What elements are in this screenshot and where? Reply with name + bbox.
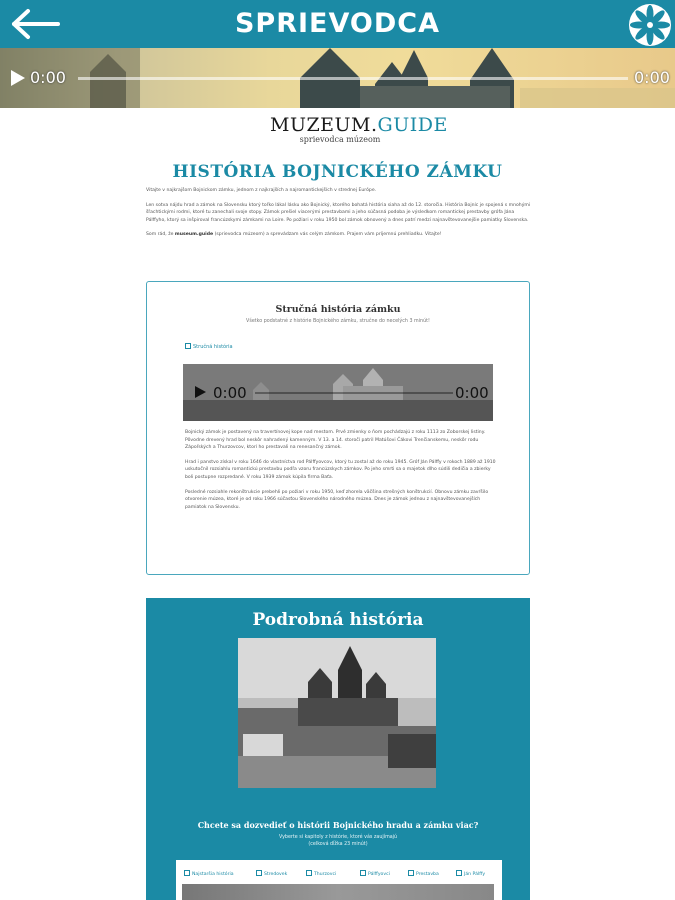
document-icon (256, 870, 262, 876)
logo-word-muzeum: MUZEUM. (270, 114, 378, 136)
more-history-subtitle (146, 834, 530, 848)
intro-brand: museum.guide (174, 232, 214, 238)
play-icon[interactable] (193, 385, 207, 399)
chapter-label: Najstaršia história (192, 872, 234, 877)
video-current-time: 0:00 (213, 384, 247, 402)
short-history-link[interactable] (185, 343, 233, 350)
audio-progress-track[interactable] (78, 77, 628, 80)
intro-text (146, 187, 532, 246)
chapter-item[interactable] (360, 870, 390, 877)
video-progress-track[interactable] (255, 392, 453, 394)
intro-paragraph: Vitajte v najkrajšom Bojnickom zámku, jednom z najkrajších a najromantickejších v strednej Európe. (146, 188, 377, 193)
audio-duration: 0:00 (634, 68, 670, 87)
document-icon (408, 870, 414, 876)
short-history-video[interactable] (183, 364, 493, 421)
historic-castle-image (238, 638, 436, 788)
logo-tagline: sprievodca múzeom (299, 135, 381, 144)
intro-text-part: (sprievodca múzeom) a sprevádzam vás celým zámkom. Prajem vám príjemnú prehliadku. Vitajte! (213, 232, 442, 238)
chapter-item[interactable] (256, 870, 287, 877)
card-subtitle: Všetko podstatné z histórie Bojnického zámku, stručne do necelých 3 minút! (246, 319, 430, 324)
app-bar (0, 0, 675, 48)
hero-audio-player (0, 48, 675, 108)
chapter-item[interactable] (456, 870, 485, 877)
card-title: Stručná história zámku (275, 304, 401, 315)
document-icon (306, 870, 312, 876)
chapter-item[interactable] (306, 870, 336, 877)
video-duration: 0:00 (455, 384, 489, 402)
chapter-list (176, 860, 502, 900)
chapter-label: Prestavba (416, 872, 439, 877)
history-paragraph: Hrad i panstvo získal v roku 1646 do vlastníctva rod Pálffyovcov, ktorý tu zostal až do roku 1945. Gróf Ján Pálffy v rokoch 1889 až 1910 uskutočnil rozsiahlu romantickú prestavbu podľa vzoru francúzskych zámkov. Po jeho smrti sa o majetok dlho súdili dedičia a zbierky boli postupne rozpredané. V roku 1939 zámok kúpila firma Baťa. (185, 459, 496, 480)
chapter-preview-strip (182, 884, 494, 900)
play-icon[interactable] (8, 68, 28, 88)
document-icon (184, 870, 190, 876)
history-paragraph: Posledné rozsiahle rekonštrukcie prebehli po požiari v roku 1950, keď zhorela väčšina strešných konštrukcií. Obnovu zámku zavŕšilo otvorenie múzea, ktoré je od roku 1966 súčasťou Slovenského národného múzea. Dnes je zámok jednou z najnavštevovanejších pamiatok na Slovensku. (185, 489, 489, 510)
subtitle-line: Vyberte si kapitoly z histórie, ktoré vás zaujímajú (278, 835, 398, 840)
chapter-label: Stredovek (264, 872, 288, 877)
hero-banner (0, 48, 675, 108)
more-history-question: Chcete sa dozvedieť o histórii Bojnického hradu a zámku viac? (197, 820, 479, 830)
history-paragraph: Bojnický zámok je postavený na travertínovej kope nad mestom. Prvé zmienky o ňom pochádzajú z roku 1113 zo Zoborskej listiny. Pôvodne drevený hrad bol neskôr nahradený kamenným. V 13. a 14. storočí patril Matúšovi Čákovi Trenčianskemu, neskôr rodu Zápoľských a Thurzovcov, ktorí ho prestavali na renesančný zámok. (185, 430, 486, 451)
short-history-text (185, 429, 497, 518)
chapter-label: Thurzovci (314, 872, 337, 877)
audio-current-time: 0:00 (30, 68, 66, 87)
historic-castle-photo (238, 638, 436, 788)
menu-logo-button[interactable] (627, 2, 673, 48)
short-history-card (146, 281, 530, 575)
logo-word-guide: GUIDE (377, 114, 448, 136)
detail-history-section (146, 598, 530, 900)
flower-logo-icon (627, 2, 673, 48)
chapter-item[interactable] (184, 870, 234, 877)
chapter-item[interactable] (408, 870, 439, 877)
document-icon (360, 870, 366, 876)
intro-paragraph (146, 231, 532, 239)
chapter-label: Pálffyovci (368, 872, 390, 877)
intro-paragraph: Len sotva nájdu hrad a zámok na Slovensku ktorý toľko lákal lásku ako Bojnický, ktorého bohatá história siaha až do 12. storočia. História Bojníc je spojená s mnohými šľachtickými rodmi, ktoré tu zanechali svoje stopy. Zámok prešiel viacerými prestavbami a jeho súčasná podoba je výsledkom romantickej prestavby grófa Jána Pálffyho, ktorý sa inšpiroval francúzskymi zámkami na Loire. Po požiari v roku 1950 bol zámok obnovený a dnes patrí medzi najnavštevovanejšie pamiatky Slovenska. (146, 202, 531, 223)
page-title: HISTÓRIA BOJNICKÉHO ZÁMKU (172, 162, 503, 182)
museum-guide-logo (270, 114, 448, 154)
chapter-label: Ján Pálffy (464, 872, 486, 877)
section-title: Podrobná história (252, 610, 424, 630)
app-title: SPRIEVODCA (234, 8, 440, 39)
link-label: Stručná história (193, 344, 233, 350)
document-icon (456, 870, 462, 876)
intro-text-part: Som rád, že (146, 232, 175, 238)
document-icon (185, 343, 191, 349)
subtitle-line: (celková dĺžka 23 minút) (308, 842, 368, 847)
